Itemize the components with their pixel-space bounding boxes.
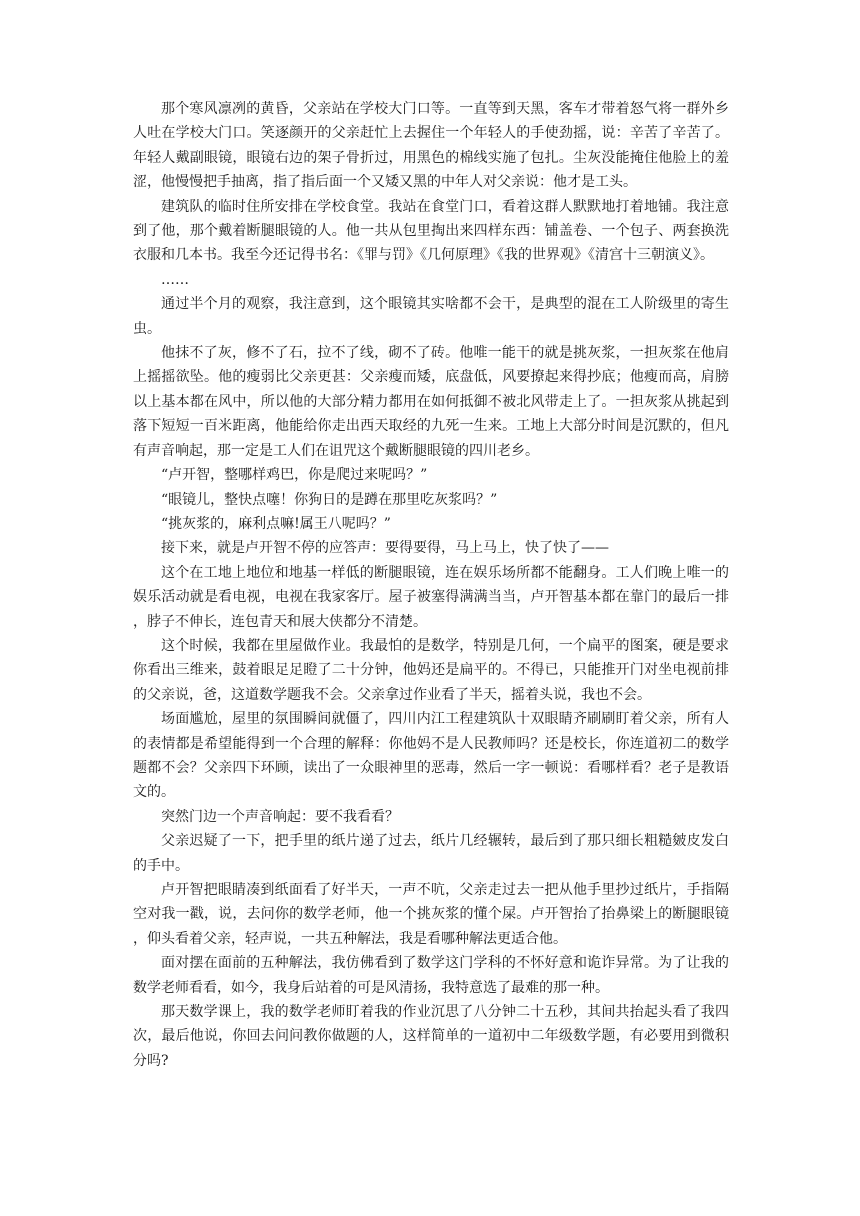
- paragraph: 面对摆在面前的五种解法，我仿佛看到了数学这门学科的不怀好意和诡诈异常。为了让我的数学老师看看，如今，我身后站着的可是风清扬，我特意选了最难的那一种。: [133, 955, 729, 996]
- paragraph: 突然门边一个声音响起：要不我看看？: [161, 808, 399, 825]
- paragraph: 这个在工地上地位和地基一样低的断腿眼镜，连在娱乐场所都不能翻身。工人们晚上唯一的娱乐活动就是看电视，电视在我家客厅。屋子被塞得满满当当，卢开智基本都在靠门的最后一排，脖子不伸长，连包青天和展大侠都分不清楚。: [133, 564, 729, 630]
- ellipsis-paragraph: ……: [161, 271, 189, 288]
- paragraph: 那个寒风凛冽的黄昏，父亲站在学校大门口等。一直等到天黑，客车才带着怒气将一群外乡人吐在学校大门口。笑逐颜开的父亲赶忙上去握住一个年轻人的手使劲摇，说：辛苦了辛苦了。年轻人戴副眼镜，眼镜右边的架子骨折过，用黑色的棉线实施了包扎。尘灰没能掩住他脸上的羞涩，他慢慢把手抽离，指了指后面一个又矮又黑的中年人对父亲说：他才是工头。: [133, 101, 729, 191]
- dialogue-line: “卢开智，整哪样鸡巴，你是爬过来呢吗？”: [161, 467, 428, 484]
- document-body: [133, 97, 729, 1073]
- paragraph: 那天数学课上，我的数学老师盯着我的作业沉思了八分钟二十五秒，其间共抬起头看了我四次，最后他说，你回去问问教你做题的人，这样简单的一道初中二年级数学题，有必要用到微积分吗?: [133, 1004, 729, 1069]
- paragraph: 场面尴尬，屋里的氛围瞬间就僵了，四川内江工程建筑队十双眼睛齐刷刷盯着父亲，所有人的表情都是希望能得到一个合理的解释：你他妈不是人民教师吗？还是校长，你连道初二的数学题都不会？父亲四下环顾，读出了一众眼神里的恶毒，然后一字一顿说：看哪样看？老子是教语文的。: [133, 711, 729, 801]
- paragraph: 卢开智把眼睛凑到纸面看了好半天，一声不吭，父亲走过去一把从他手里抄过纸片，手指隔空对我一戳，说，去问你的数学老师，他一个挑灰浆的懂个屎。卢开智抬了抬鼻梁上的断腿眼镜，仰头看着父亲，轻声说，一共五种解法，我是看哪种解法更适合他。: [133, 882, 729, 947]
- dialogue-line: “挑灰浆的，麻利点嘛!属王八呢吗？”: [161, 515, 391, 532]
- paragraph: 父亲迟疑了一下，把手里的纸片递了过去，纸片几经辗转，最后到了那只细长粗糙皴皮发白的手中。: [133, 833, 729, 874]
- dialogue-line: “眼镜儿，整快点噻！你狗日的是蹲在那里吃灰浆吗？”: [161, 491, 498, 508]
- paragraph: 通过半个月的观察，我注意到，这个眼镜其实啥都不会干，是典型的混在工人阶级里的寄生虫。: [133, 296, 729, 337]
- paragraph: 接下来，就是卢开智不停的应答声：要得要得，马上马上，快了快了——: [161, 540, 609, 557]
- paragraph: 建筑队的临时住所安排在学校食堂。我站在食堂门口，看着这群人默默地打着地铺。我注意到了他，那个戴着断腿眼镜的人。他一共从包里掏出来四样东西：铺盖卷、一个包子、两套换洗衣服和几本书。我至今还记得书名：《罪与罚》《几何原理》《我的世界观》《清宫十三朝演义》。: [133, 198, 729, 264]
- paragraph: 这个时候，我都在里屋做作业。我最怕的是数学，特别是几何，一个扁平的图案，硬是要求你看出三维来，鼓着眼足足瞪了二十分钟，他妈还是扁平的。不得已，只能推开门对坐电视前排的父亲说，爸，这道数学题我不会。父亲拿过作业看了半天，摇着头说，我也不会。: [133, 637, 729, 703]
- paragraph: 他抹不了灰，修不了石，拉不了线，砌不了砖。他唯一能干的就是挑灰浆，一担灰浆在他肩上摇摇欲坠。他的瘦弱比父亲更甚：父亲瘦而矮，底盘低，风要撩起来得抄底；他瘦而高，肩膀以上基本都在风中，所以他的大部分精力都用在如何抵御不被北风带走上了。一担灰浆从挑起到落下短短一百米距离，他能给你走出西天取经的九死一生来。工地上大部分时间是沉默的，但凡有声音响起，那一定是工人们在诅咒这个戴断腿眼镜的四川老乡。: [133, 345, 729, 459]
